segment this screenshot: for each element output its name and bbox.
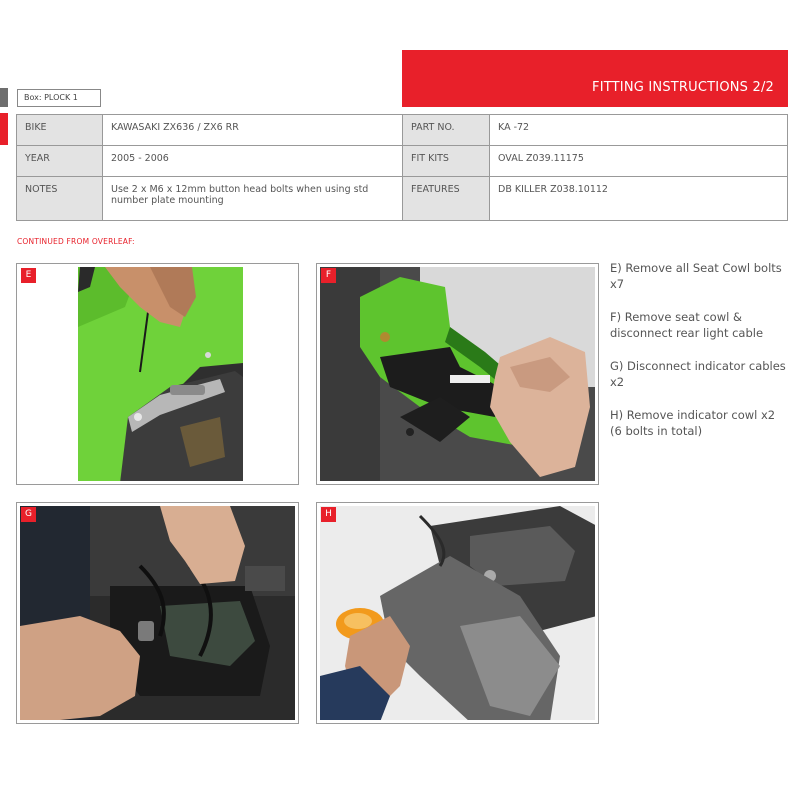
- photo-tag: H: [321, 507, 336, 522]
- step-h: H) Remove indicator cowl x2 (6 bolts in total): [610, 408, 776, 438]
- label-part-no: PART NO.: [403, 115, 490, 146]
- seat-cowl-removal-illustration: [320, 267, 595, 481]
- photo-h: [316, 502, 599, 724]
- table-row: [17, 146, 788, 177]
- table-row: [17, 115, 788, 146]
- instruction-steps: [610, 260, 790, 456]
- indicator-cables-illustration: [20, 506, 295, 720]
- photo-tag: E: [21, 268, 36, 283]
- step-f: F) Remove seat cowl & disconnect rear light cable: [610, 310, 764, 340]
- photo-g: [16, 502, 299, 724]
- value-part-no: KA -72: [490, 115, 788, 146]
- photo-f-image: [320, 267, 595, 481]
- label-year: YEAR: [17, 146, 103, 177]
- side-marker-red: [0, 113, 8, 145]
- photo-tag: G: [21, 507, 36, 522]
- page-title: FITTING INSTRUCTIONS 2/2: [592, 80, 774, 95]
- step-e: E) Remove all Seat Cowl bolts x7: [610, 261, 782, 291]
- value-features: DB KILLER Z038.10112: [490, 177, 788, 221]
- label-notes: NOTES: [17, 177, 103, 221]
- label-features: FEATURES: [403, 177, 490, 221]
- side-marker-grey: [0, 88, 8, 107]
- value-notes: Use 2 x M6 x 12mm button head bolts when using std number plate mounting: [103, 177, 403, 221]
- box-label: Box: PLOCK 1: [17, 89, 101, 107]
- indicator-cowl-illustration: [320, 506, 595, 720]
- photo-h-image: [320, 506, 595, 720]
- value-year: 2005 - 2006: [103, 146, 403, 177]
- spec-table: [16, 114, 788, 221]
- photo-g-image: [20, 506, 295, 720]
- continued-note: CONTINUED FROM OVERLEAF:: [17, 237, 135, 246]
- label-fit-kits: FIT KITS: [403, 146, 490, 177]
- step-g: G) Disconnect indicator cables x2: [610, 359, 786, 389]
- seat-cowl-bolts-illustration: [20, 267, 295, 481]
- photo-e-image: [20, 267, 295, 481]
- label-bike: BIKE: [17, 115, 103, 146]
- value-fit-kits: OVAL Z039.11175: [490, 146, 788, 177]
- table-row: [17, 177, 788, 221]
- photo-tag: F: [321, 268, 336, 283]
- header-banner: [402, 50, 788, 107]
- photo-e: [16, 263, 299, 485]
- photo-f: [316, 263, 599, 485]
- value-bike: KAWASAKI ZX636 / ZX6 RR: [103, 115, 403, 146]
